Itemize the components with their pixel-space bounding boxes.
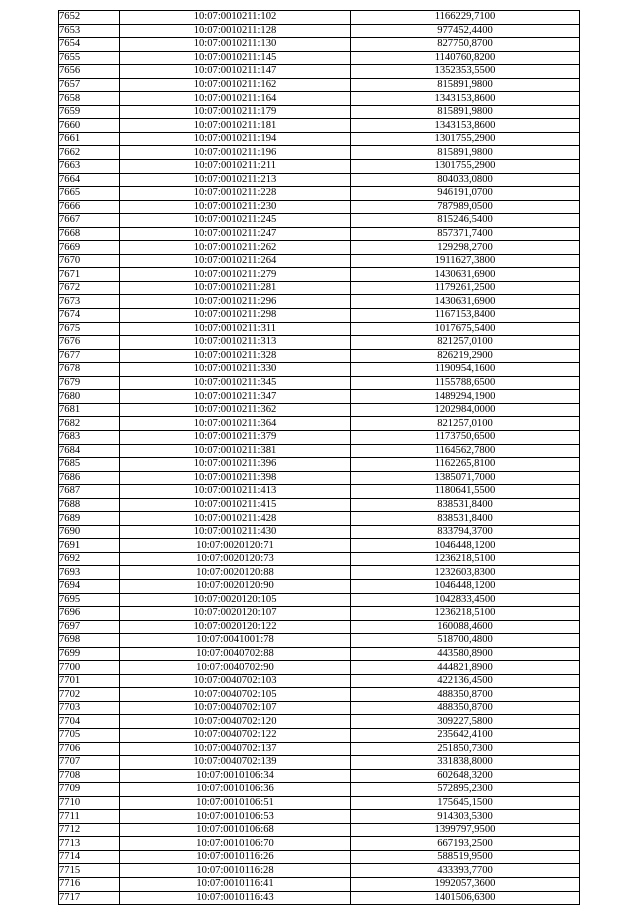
cadastral-number-cell: 10:07:0010211:296 xyxy=(120,295,351,309)
table-row xyxy=(59,796,580,810)
value-cell: 1399797,9500 xyxy=(351,823,580,837)
row-number-cell: 7700 xyxy=(59,661,120,675)
row-number-cell: 7668 xyxy=(59,227,120,241)
table-row xyxy=(59,634,580,648)
value-cell: 602648,3200 xyxy=(351,769,580,783)
value-cell: 1164562,7800 xyxy=(351,444,580,458)
row-number-cell: 7685 xyxy=(59,458,120,472)
cadastral-number-cell: 10:07:0010106:53 xyxy=(120,810,351,824)
row-number-cell: 7698 xyxy=(59,634,120,648)
table-row xyxy=(59,512,580,526)
value-cell: 1236218,5100 xyxy=(351,607,580,621)
row-number-cell: 7697 xyxy=(59,620,120,634)
cadastral-number-cell: 10:07:0040702:103 xyxy=(120,674,351,688)
row-number-cell: 7708 xyxy=(59,769,120,783)
value-cell: 1042833,4500 xyxy=(351,593,580,607)
row-number-cell: 7706 xyxy=(59,742,120,756)
cadastral-number-cell: 10:07:0010211:279 xyxy=(120,268,351,282)
cadastral-number-cell: 10:07:0010211:162 xyxy=(120,78,351,92)
table-row xyxy=(59,552,580,566)
table-row xyxy=(59,688,580,702)
row-number-cell: 7673 xyxy=(59,295,120,309)
cadastral-number-cell: 10:07:0010106:51 xyxy=(120,796,351,810)
value-cell: 1167153,8400 xyxy=(351,309,580,323)
value-cell: 1236218,5100 xyxy=(351,552,580,566)
table-row xyxy=(59,349,580,363)
table-row xyxy=(59,309,580,323)
row-number-cell: 7666 xyxy=(59,200,120,214)
value-cell: 1385071,7000 xyxy=(351,471,580,485)
table-row xyxy=(59,268,580,282)
value-cell: 443580,8900 xyxy=(351,647,580,661)
table-row xyxy=(59,525,580,539)
cadastral-number-cell: 10:07:0040702:107 xyxy=(120,701,351,715)
table-row xyxy=(59,864,580,878)
row-number-cell: 7711 xyxy=(59,810,120,824)
cadastral-number-cell: 10:07:0010106:36 xyxy=(120,783,351,797)
row-number-cell: 7694 xyxy=(59,579,120,593)
table-row xyxy=(59,579,580,593)
cadastral-number-cell: 10:07:0010211:147 xyxy=(120,65,351,79)
value-cell: 1343153,8600 xyxy=(351,92,580,106)
value-cell: 1232603,8300 xyxy=(351,566,580,580)
row-number-cell: 7682 xyxy=(59,417,120,431)
value-cell: 838531,8400 xyxy=(351,498,580,512)
value-cell: 977452,4400 xyxy=(351,24,580,38)
row-number-cell: 7667 xyxy=(59,214,120,228)
table-row xyxy=(59,823,580,837)
value-cell: 787989,0500 xyxy=(351,200,580,214)
cadastral-number-cell: 10:07:0010211:298 xyxy=(120,309,351,323)
table-row xyxy=(59,471,580,485)
value-cell: 422136,4500 xyxy=(351,674,580,688)
row-number-cell: 7695 xyxy=(59,593,120,607)
value-cell: 251850,7300 xyxy=(351,742,580,756)
value-cell: 667193,2500 xyxy=(351,837,580,851)
cadastral-number-cell: 10:07:0010211:211 xyxy=(120,160,351,174)
cadastral-number-cell: 10:07:0010211:102 xyxy=(120,11,351,25)
table-row xyxy=(59,485,580,499)
cadastral-number-cell: 10:07:0020120:105 xyxy=(120,593,351,607)
row-number-cell: 7717 xyxy=(59,891,120,905)
row-number-cell: 7712 xyxy=(59,823,120,837)
row-number-cell: 7672 xyxy=(59,281,120,295)
cadastral-number-cell: 10:07:0010116:26 xyxy=(120,850,351,864)
table-row xyxy=(59,390,580,404)
table-row xyxy=(59,119,580,133)
row-number-cell: 7709 xyxy=(59,783,120,797)
table-row xyxy=(59,65,580,79)
cadastral-number-cell: 10:07:0010211:245 xyxy=(120,214,351,228)
table-row xyxy=(59,566,580,580)
value-cell: 815891,9800 xyxy=(351,78,580,92)
table-row xyxy=(59,38,580,52)
cadastral-number-cell: 10:07:0010211:145 xyxy=(120,51,351,65)
value-cell: 1301755,2900 xyxy=(351,132,580,146)
row-number-cell: 7678 xyxy=(59,363,120,377)
cadastral-number-cell: 10:07:0010106:70 xyxy=(120,837,351,851)
cadastral-number-cell: 10:07:0010211:430 xyxy=(120,525,351,539)
value-cell: 572895,2300 xyxy=(351,783,580,797)
cadastral-number-cell: 10:07:0040702:137 xyxy=(120,742,351,756)
cadastral-number-cell: 10:07:0010211:364 xyxy=(120,417,351,431)
value-cell: 914303,5300 xyxy=(351,810,580,824)
value-cell: 1992057,3600 xyxy=(351,878,580,892)
cadastral-number-cell: 10:07:0010211:230 xyxy=(120,200,351,214)
table-row xyxy=(59,241,580,255)
row-number-cell: 7714 xyxy=(59,850,120,864)
cadastral-number-cell: 10:07:0010211:281 xyxy=(120,281,351,295)
table-row xyxy=(59,173,580,187)
row-number-cell: 7663 xyxy=(59,160,120,174)
table-row xyxy=(59,837,580,851)
row-number-cell: 7696 xyxy=(59,607,120,621)
value-cell: 1489294,1900 xyxy=(351,390,580,404)
cadastral-value-table xyxy=(58,10,580,905)
value-cell: 1180641,5500 xyxy=(351,485,580,499)
cadastral-number-cell: 10:07:0010211:264 xyxy=(120,254,351,268)
table-row xyxy=(59,363,580,377)
value-cell: 827750,8700 xyxy=(351,38,580,52)
value-cell: 518700,4800 xyxy=(351,634,580,648)
row-number-cell: 7661 xyxy=(59,132,120,146)
table-row xyxy=(59,539,580,553)
table-row xyxy=(59,661,580,675)
table-row xyxy=(59,376,580,390)
cadastral-number-cell: 10:07:0010211:428 xyxy=(120,512,351,526)
table-row xyxy=(59,403,580,417)
row-number-cell: 7659 xyxy=(59,105,120,119)
value-cell: 1190954,1600 xyxy=(351,363,580,377)
row-number-cell: 7715 xyxy=(59,864,120,878)
cadastral-number-cell: 10:07:0040702:105 xyxy=(120,688,351,702)
row-number-cell: 7670 xyxy=(59,254,120,268)
value-cell: 1179261,2500 xyxy=(351,281,580,295)
table-row xyxy=(59,647,580,661)
row-number-cell: 7654 xyxy=(59,38,120,52)
cadastral-number-cell: 10:07:0020120:88 xyxy=(120,566,351,580)
row-number-cell: 7652 xyxy=(59,11,120,25)
cadastral-number-cell: 10:07:0010211:247 xyxy=(120,227,351,241)
value-cell: 815891,9800 xyxy=(351,105,580,119)
row-number-cell: 7693 xyxy=(59,566,120,580)
cadastral-number-cell: 10:07:0010211:213 xyxy=(120,173,351,187)
cadastral-number-cell: 10:07:0010211:398 xyxy=(120,471,351,485)
value-cell: 1352353,5500 xyxy=(351,65,580,79)
row-number-cell: 7710 xyxy=(59,796,120,810)
cadastral-number-cell: 10:07:0010211:330 xyxy=(120,363,351,377)
value-cell: 1301755,2900 xyxy=(351,160,580,174)
cadastral-number-cell: 10:07:0010211:128 xyxy=(120,24,351,38)
table-row xyxy=(59,336,580,350)
value-cell: 821257,0100 xyxy=(351,336,580,350)
table-row xyxy=(59,715,580,729)
value-cell: 1046448,1200 xyxy=(351,579,580,593)
value-cell: 833794,3700 xyxy=(351,525,580,539)
value-cell: 946191,0700 xyxy=(351,187,580,201)
table-row xyxy=(59,620,580,634)
table-row xyxy=(59,281,580,295)
cadastral-number-cell: 10:07:0040702:122 xyxy=(120,728,351,742)
row-number-cell: 7687 xyxy=(59,485,120,499)
value-cell: 1140760,8200 xyxy=(351,51,580,65)
value-cell: 857371,7400 xyxy=(351,227,580,241)
row-number-cell: 7662 xyxy=(59,146,120,160)
cadastral-number-cell: 10:07:0041001:78 xyxy=(120,634,351,648)
row-number-cell: 7676 xyxy=(59,336,120,350)
row-number-cell: 7707 xyxy=(59,756,120,770)
table-row xyxy=(59,878,580,892)
table-row xyxy=(59,742,580,756)
cadastral-number-cell: 10:07:0040702:90 xyxy=(120,661,351,675)
cadastral-number-cell: 10:07:0020120:122 xyxy=(120,620,351,634)
cadastral-number-cell: 10:07:0010211:328 xyxy=(120,349,351,363)
row-number-cell: 7656 xyxy=(59,65,120,79)
table-row xyxy=(59,92,580,106)
table-row xyxy=(59,674,580,688)
value-cell: 309227,5800 xyxy=(351,715,580,729)
table-row xyxy=(59,756,580,770)
table-row xyxy=(59,24,580,38)
cadastral-number-cell: 10:07:0010211:415 xyxy=(120,498,351,512)
table-row xyxy=(59,322,580,336)
table-row xyxy=(59,891,580,905)
value-cell: 331838,8000 xyxy=(351,756,580,770)
row-number-cell: 7713 xyxy=(59,837,120,851)
value-cell: 588519,9500 xyxy=(351,850,580,864)
value-cell: 1017675,5400 xyxy=(351,322,580,336)
row-number-cell: 7679 xyxy=(59,376,120,390)
table-row xyxy=(59,444,580,458)
document-page xyxy=(58,10,579,905)
row-number-cell: 7655 xyxy=(59,51,120,65)
cadastral-number-cell: 10:07:0010211:228 xyxy=(120,187,351,201)
cadastral-number-cell: 10:07:0010211:194 xyxy=(120,132,351,146)
value-cell: 826219,2900 xyxy=(351,349,580,363)
cadastral-number-cell: 10:07:0010211:179 xyxy=(120,105,351,119)
row-number-cell: 7660 xyxy=(59,119,120,133)
row-number-cell: 7699 xyxy=(59,647,120,661)
row-number-cell: 7680 xyxy=(59,390,120,404)
row-number-cell: 7703 xyxy=(59,701,120,715)
cadastral-number-cell: 10:07:0010211:196 xyxy=(120,146,351,160)
row-number-cell: 7702 xyxy=(59,688,120,702)
table-row xyxy=(59,187,580,201)
cadastral-number-cell: 10:07:0010211:313 xyxy=(120,336,351,350)
row-number-cell: 7665 xyxy=(59,187,120,201)
table-row xyxy=(59,11,580,25)
cadastral-number-cell: 10:07:0040702:88 xyxy=(120,647,351,661)
row-number-cell: 7701 xyxy=(59,674,120,688)
value-cell: 804033,0800 xyxy=(351,173,580,187)
cadastral-number-cell: 10:07:0010211:347 xyxy=(120,390,351,404)
value-cell: 1046448,1200 xyxy=(351,539,580,553)
cadastral-number-cell: 10:07:0020120:90 xyxy=(120,579,351,593)
value-cell: 1430631,6900 xyxy=(351,295,580,309)
value-cell: 815891,9800 xyxy=(351,146,580,160)
table-row xyxy=(59,458,580,472)
value-cell: 838531,8400 xyxy=(351,512,580,526)
cadastral-number-cell: 10:07:0020120:107 xyxy=(120,607,351,621)
table-row xyxy=(59,810,580,824)
row-number-cell: 7686 xyxy=(59,471,120,485)
table-row xyxy=(59,607,580,621)
cadastral-number-cell: 10:07:0010116:43 xyxy=(120,891,351,905)
value-cell: 1166229,7100 xyxy=(351,11,580,25)
cadastral-number-cell: 10:07:0040702:139 xyxy=(120,756,351,770)
table-row xyxy=(59,51,580,65)
table-row xyxy=(59,701,580,715)
value-cell: 1343153,8600 xyxy=(351,119,580,133)
table-row xyxy=(59,728,580,742)
row-number-cell: 7669 xyxy=(59,241,120,255)
value-cell: 815246,5400 xyxy=(351,214,580,228)
value-cell: 129298,2700 xyxy=(351,241,580,255)
value-cell: 821257,0100 xyxy=(351,417,580,431)
row-number-cell: 7674 xyxy=(59,309,120,323)
row-number-cell: 7684 xyxy=(59,444,120,458)
cadastral-number-cell: 10:07:0040702:120 xyxy=(120,715,351,729)
cadastral-number-cell: 10:07:0010211:164 xyxy=(120,92,351,106)
cadastral-number-cell: 10:07:0010211:181 xyxy=(120,119,351,133)
cadastral-number-cell: 10:07:0020120:71 xyxy=(120,539,351,553)
cadastral-number-cell: 10:07:0010211:345 xyxy=(120,376,351,390)
cadastral-number-cell: 10:07:0010211:413 xyxy=(120,485,351,499)
row-number-cell: 7657 xyxy=(59,78,120,92)
value-cell: 488350,8700 xyxy=(351,701,580,715)
table-row xyxy=(59,105,580,119)
value-cell: 433393,7700 xyxy=(351,864,580,878)
value-cell: 1202984,0000 xyxy=(351,403,580,417)
row-number-cell: 7704 xyxy=(59,715,120,729)
cadastral-number-cell: 10:07:0020120:73 xyxy=(120,552,351,566)
row-number-cell: 7653 xyxy=(59,24,120,38)
table-row xyxy=(59,498,580,512)
table-row xyxy=(59,132,580,146)
table-row xyxy=(59,593,580,607)
row-number-cell: 7690 xyxy=(59,525,120,539)
cadastral-number-cell: 10:07:0010116:28 xyxy=(120,864,351,878)
value-cell: 1401506,6300 xyxy=(351,891,580,905)
cadastral-number-cell: 10:07:0010116:41 xyxy=(120,878,351,892)
row-number-cell: 7664 xyxy=(59,173,120,187)
cadastral-number-cell: 10:07:0010211:311 xyxy=(120,322,351,336)
value-cell: 1173750,6500 xyxy=(351,430,580,444)
cadastral-number-cell: 10:07:0010211:362 xyxy=(120,403,351,417)
table-row xyxy=(59,769,580,783)
table-row xyxy=(59,160,580,174)
table-row xyxy=(59,78,580,92)
row-number-cell: 7677 xyxy=(59,349,120,363)
row-number-cell: 7705 xyxy=(59,728,120,742)
table-row xyxy=(59,850,580,864)
row-number-cell: 7688 xyxy=(59,498,120,512)
row-number-cell: 7658 xyxy=(59,92,120,106)
row-number-cell: 7692 xyxy=(59,552,120,566)
value-cell: 488350,8700 xyxy=(351,688,580,702)
row-number-cell: 7681 xyxy=(59,403,120,417)
cadastral-number-cell: 10:07:0010106:68 xyxy=(120,823,351,837)
table-row xyxy=(59,254,580,268)
cadastral-number-cell: 10:07:0010211:379 xyxy=(120,430,351,444)
value-cell: 1430631,6900 xyxy=(351,268,580,282)
table-row xyxy=(59,417,580,431)
row-number-cell: 7683 xyxy=(59,430,120,444)
table-row xyxy=(59,146,580,160)
cadastral-number-cell: 10:07:0010211:262 xyxy=(120,241,351,255)
row-number-cell: 7716 xyxy=(59,878,120,892)
row-number-cell: 7691 xyxy=(59,539,120,553)
cadastral-number-cell: 10:07:0010106:34 xyxy=(120,769,351,783)
value-cell: 235642,4100 xyxy=(351,728,580,742)
table-row xyxy=(59,227,580,241)
table-row xyxy=(59,783,580,797)
value-cell: 1162265,8100 xyxy=(351,458,580,472)
cadastral-number-cell: 10:07:0010211:130 xyxy=(120,38,351,52)
cadastral-number-cell: 10:07:0010211:396 xyxy=(120,458,351,472)
table-row xyxy=(59,200,580,214)
table-body xyxy=(59,11,580,905)
value-cell: 444821,8900 xyxy=(351,661,580,675)
row-number-cell: 7689 xyxy=(59,512,120,526)
value-cell: 1155788,6500 xyxy=(351,376,580,390)
cadastral-number-cell: 10:07:0010211:381 xyxy=(120,444,351,458)
table-row xyxy=(59,430,580,444)
value-cell: 175645,1500 xyxy=(351,796,580,810)
value-cell: 1911627,3800 xyxy=(351,254,580,268)
row-number-cell: 7671 xyxy=(59,268,120,282)
table-row xyxy=(59,214,580,228)
row-number-cell: 7675 xyxy=(59,322,120,336)
value-cell: 160088,4600 xyxy=(351,620,580,634)
table-row xyxy=(59,295,580,309)
